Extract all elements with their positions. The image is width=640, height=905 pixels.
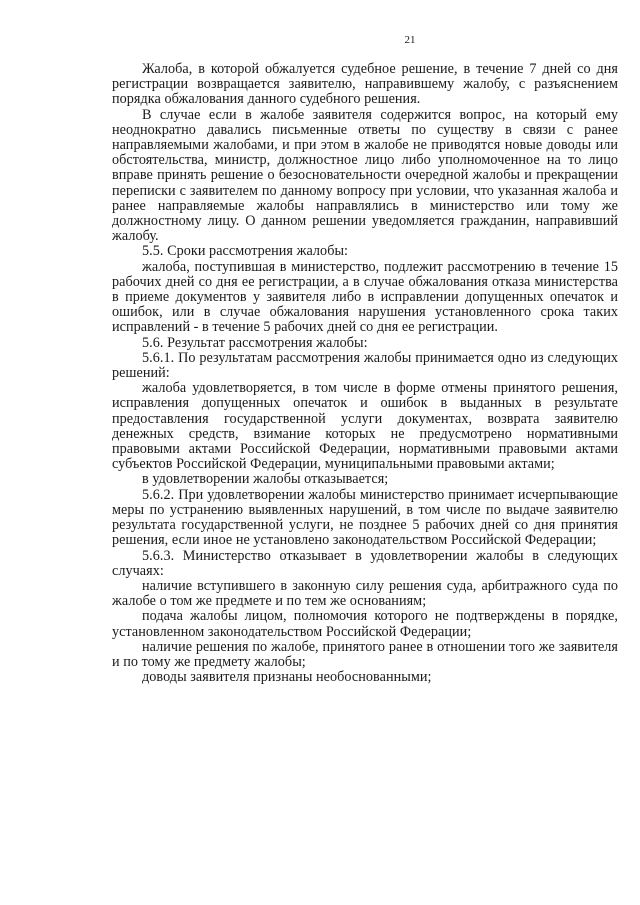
paragraph-5-6-3: 5.6.3. Министерство отказывает в удовлетворении жалобы в следующих случаях: — [112, 547, 618, 579]
paragraph-complaint-refused: в удовлетворении жалобы отказывается; — [142, 471, 389, 488]
paragraph-authority-unconfirmed: подача жалобы лицом, полномочия которого не подтверждены в порядке, установленном законодательством Российской Федерации; — [112, 608, 618, 640]
paragraph-prior-decision: наличие решения по жалобе, принятого ранее в отношении того же заявителя и по тому же предмету жалобы; — [112, 638, 618, 670]
paragraph-court-decision-return: Жалоба, в которой обжалуется судебное решение, в течение 7 дней со дня регистрации возвращается заявителю, направившему жалобу, с разъяснением порядка обжалования данного судебного решения. — [112, 61, 618, 108]
section-heading-5-5: 5.5. Сроки рассмотрения жалобы: — [142, 243, 349, 260]
paragraph-5-6-2: 5.6.2. При удовлетворении жалобы министерство принимает исчерпывающие меры по устранению выявленных нарушений, в том числе по выдаче заявителю результата государственной услуги, не позднее 5 рабочих дней со дня принятия решения, если иное не установлено законодательством Российской Федерации; — [112, 486, 618, 549]
section-heading-5-6: 5.6. Результат рассмотрения жалобы: — [142, 334, 368, 351]
paragraph-5-6-1: 5.6.1. По результатам рассмотрения жалобы принимается одно из следующих решений: — [112, 349, 618, 382]
paragraph-repeated-complaint: В случае если в жалобе заявителя содержится вопрос, на который ему неоднократно давались письменные ответы по существу в связи с ранее направляемыми жалобами, и при этом в жалобе не приводятся новые доводы или обстоятельства, министр, должностное лицо либо уполномоченное на то лицо вправе принять решение о безосновательности очередной жалобы и прекращении переписки с заявителем по данному вопросу при условии, что указанная жалоба и ранее направляемые жалобы направлялись в министерство или тому же должностному лицу. О данном решении уведомляется гражданин, направивший жалобу. — [112, 106, 618, 245]
paragraph-complaint-satisfied: жалоба удовлетворяется, в том числе в форме отмены принятого решения, исправления допущенных опечаток и ошибок в выданных в результате предоставления государственной услуги документах, возврата заявителю денежных средств, взимание которых не предусмотрено нормативными правовыми актами Российской Федерации, нормативными правовыми актами субъектов Российской Федерации, муниципальными правовыми актами; — [112, 380, 618, 473]
page-number: 21 — [404, 34, 416, 46]
paragraph-court-ruling-exists: наличие вступившего в законную силу решения суда, арбитражного суда по жалобе о том же предмете и по тем же основаниям; — [112, 577, 618, 610]
paragraph-unfounded-arguments: доводы заявителя признаны необоснованными; — [142, 669, 432, 686]
paragraph-review-terms: жалоба, поступившая в министерство, подлежит рассмотрению в течение 15 рабочих дней со дня ее регистрации, а в случае обжалования отказа министерства в приеме документов у заявителя либо в исправлении допущенных опечаток и ошибок, или в случае обжалования нарушения установленного срока таких исправлений - в течение 5 рабочих дней со дня ее регистрации. — [112, 258, 618, 336]
